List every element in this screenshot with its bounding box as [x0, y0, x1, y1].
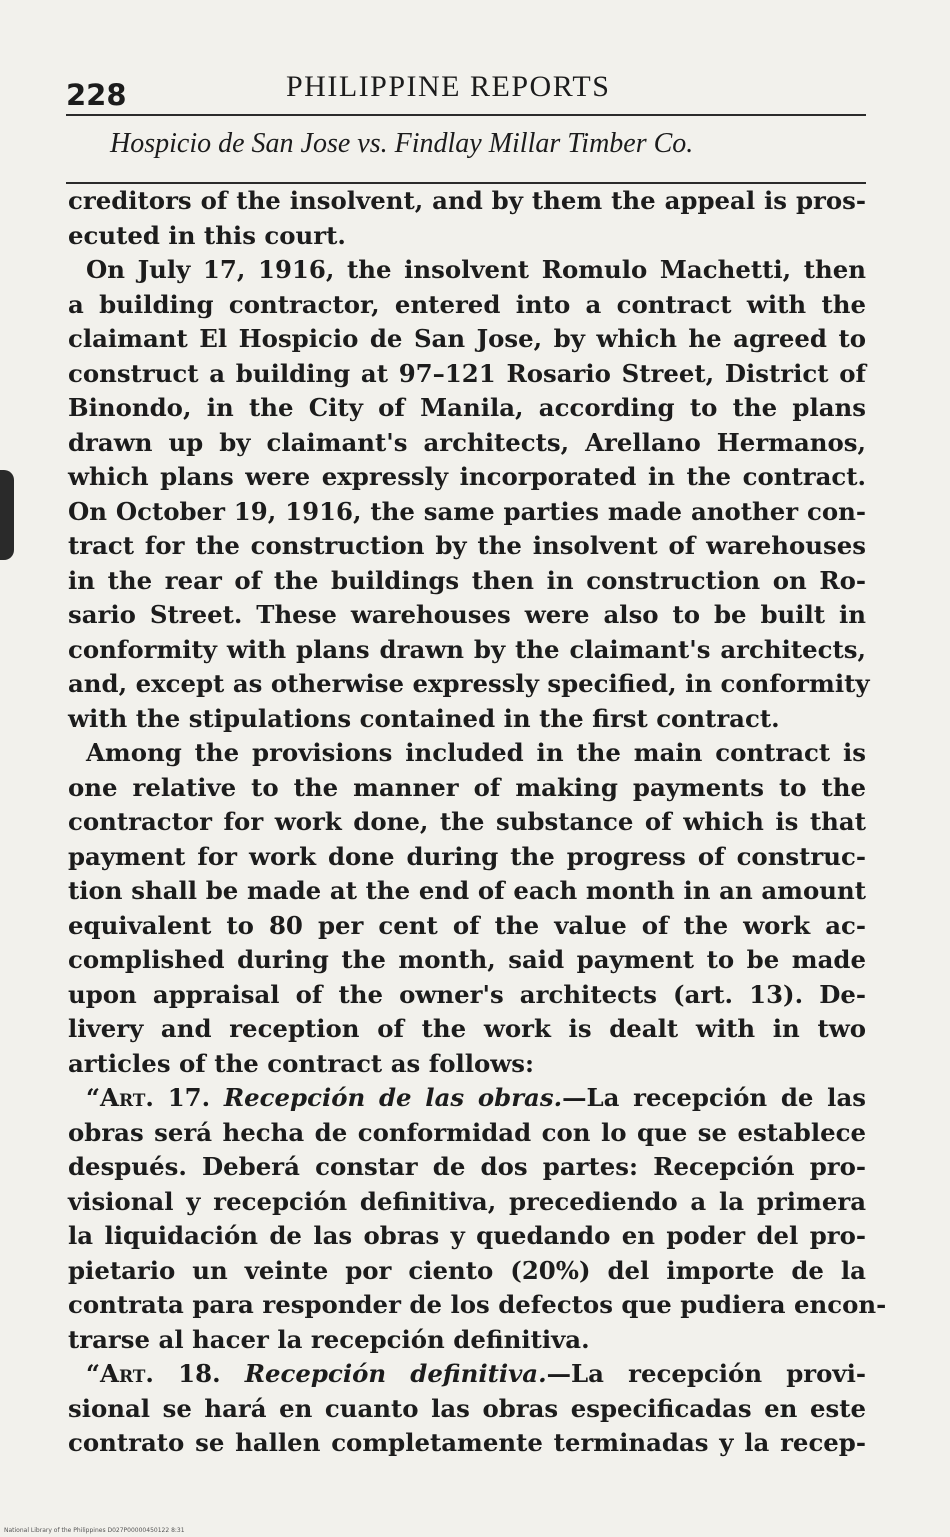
text-line: conformity with plans drawn by the claimant's architects,	[68, 634, 866, 664]
article-17-heading-line	[68, 1081, 866, 1116]
text-line: Among the provisions included in the main contract is	[86, 738, 866, 767]
text-line: contrata para responder de los defectos que pudiera encon-	[68, 1290, 887, 1319]
quote-mark: “	[86, 1083, 101, 1112]
text-line: tion shall be made at the end of each month in an amount	[68, 876, 866, 905]
text-line: which plans were expressly incorporated in the contract.	[68, 462, 866, 491]
text-line: in the rear of the buildings then in construction on Ro-	[68, 565, 866, 595]
header-rule-top	[66, 114, 866, 116]
text-line: On October 19, 1916, the same parties made another con-	[68, 496, 866, 526]
article-heading: Recepción definitiva.	[244, 1359, 547, 1388]
text-line: complished during the month, said payment to be made	[68, 945, 866, 974]
text-line: tract for the construction by the insolvent of warehouses	[68, 531, 866, 560]
text-line: la liquidación de las obras y quedando en poder del pro-	[68, 1221, 866, 1250]
text-line: livery and reception of the work is dealt with in two	[68, 1014, 866, 1043]
text-line: sario Street. These warehouses were also to be built in	[68, 600, 866, 629]
text-line: articles of the contract as follows:	[68, 1048, 535, 1078]
text-line: obras será hecha de conformidad con lo que se establece	[68, 1117, 866, 1147]
text-line: with the stipulations contained in the first contract.	[68, 703, 780, 733]
text-line: pietario un veinte por ciento (20%) del importe de la	[68, 1255, 866, 1285]
case-title: Hospicio de San Jose vs. Findlay Millar Timber Co.	[110, 128, 694, 159]
article-first-line: —La recepción de las	[562, 1083, 866, 1112]
scan-credit: National Library of the Philippines D027P00000450122 8:31	[4, 1527, 185, 1534]
article-label: Art.	[100, 1083, 154, 1112]
text-line: a building contractor, entered into a contract with the	[68, 289, 866, 319]
text-line: ecuted in this court.	[68, 220, 346, 250]
text-line: and, except as otherwise expressly specified, in conformity	[68, 669, 870, 698]
text-line: equivalent to 80 per cent of the value of the work ac-	[68, 910, 866, 940]
text-line: upon appraisal of the owner's architects (art. 13). De-	[68, 979, 866, 1009]
text-line: claimant El Hospicio de San Jose, by which he agreed to	[68, 324, 866, 353]
text-line: drawn up by claimant's architects, Arellano Hermanos,	[68, 427, 866, 457]
text-line: payment for work done during the progress of construc-	[68, 841, 866, 871]
text-line: sional se hará en cuanto las obras especificadas en este	[68, 1393, 866, 1423]
text-line: visional y recepción definitiva, precediendo a la primera	[68, 1186, 866, 1216]
quote-mark: “	[86, 1359, 101, 1388]
article-number: 17.	[153, 1083, 224, 1112]
article-heading: Recepción de las obras.	[223, 1083, 563, 1112]
article-number: 18.	[153, 1359, 245, 1388]
page-number: 228	[66, 78, 127, 112]
text-line: contractor for work done, the substance of which is that	[68, 807, 866, 836]
body-text	[68, 184, 887, 1461]
text-line: construct a building at 97–121 Rosario Street, District of	[68, 358, 866, 388]
article-label: Art.	[100, 1359, 154, 1388]
text-line: después. Deberá constar de dos partes: Recepción pro-	[68, 1152, 866, 1181]
text-line: one relative to the manner of making payments to the	[68, 772, 866, 802]
text-line: Binondo, in the City of Manila, according to the plans	[68, 393, 866, 422]
binding-shadow	[0, 470, 14, 560]
running-title: PHILIPPINE REPORTS	[286, 70, 611, 103]
text-line: contrato se hallen completamente terminadas y la recep-	[68, 1428, 866, 1457]
article-18-heading-line	[68, 1357, 866, 1392]
text-line: On July 17, 1916, the insolvent Romulo Machetti, then	[86, 255, 866, 284]
text-line: trarse al hacer la recepción definitiva.	[68, 1324, 590, 1354]
article-first-line: —La recepción provi-	[546, 1359, 866, 1388]
text-line: creditors of the insolvent, and by them the appeal is pros-	[68, 186, 866, 215]
